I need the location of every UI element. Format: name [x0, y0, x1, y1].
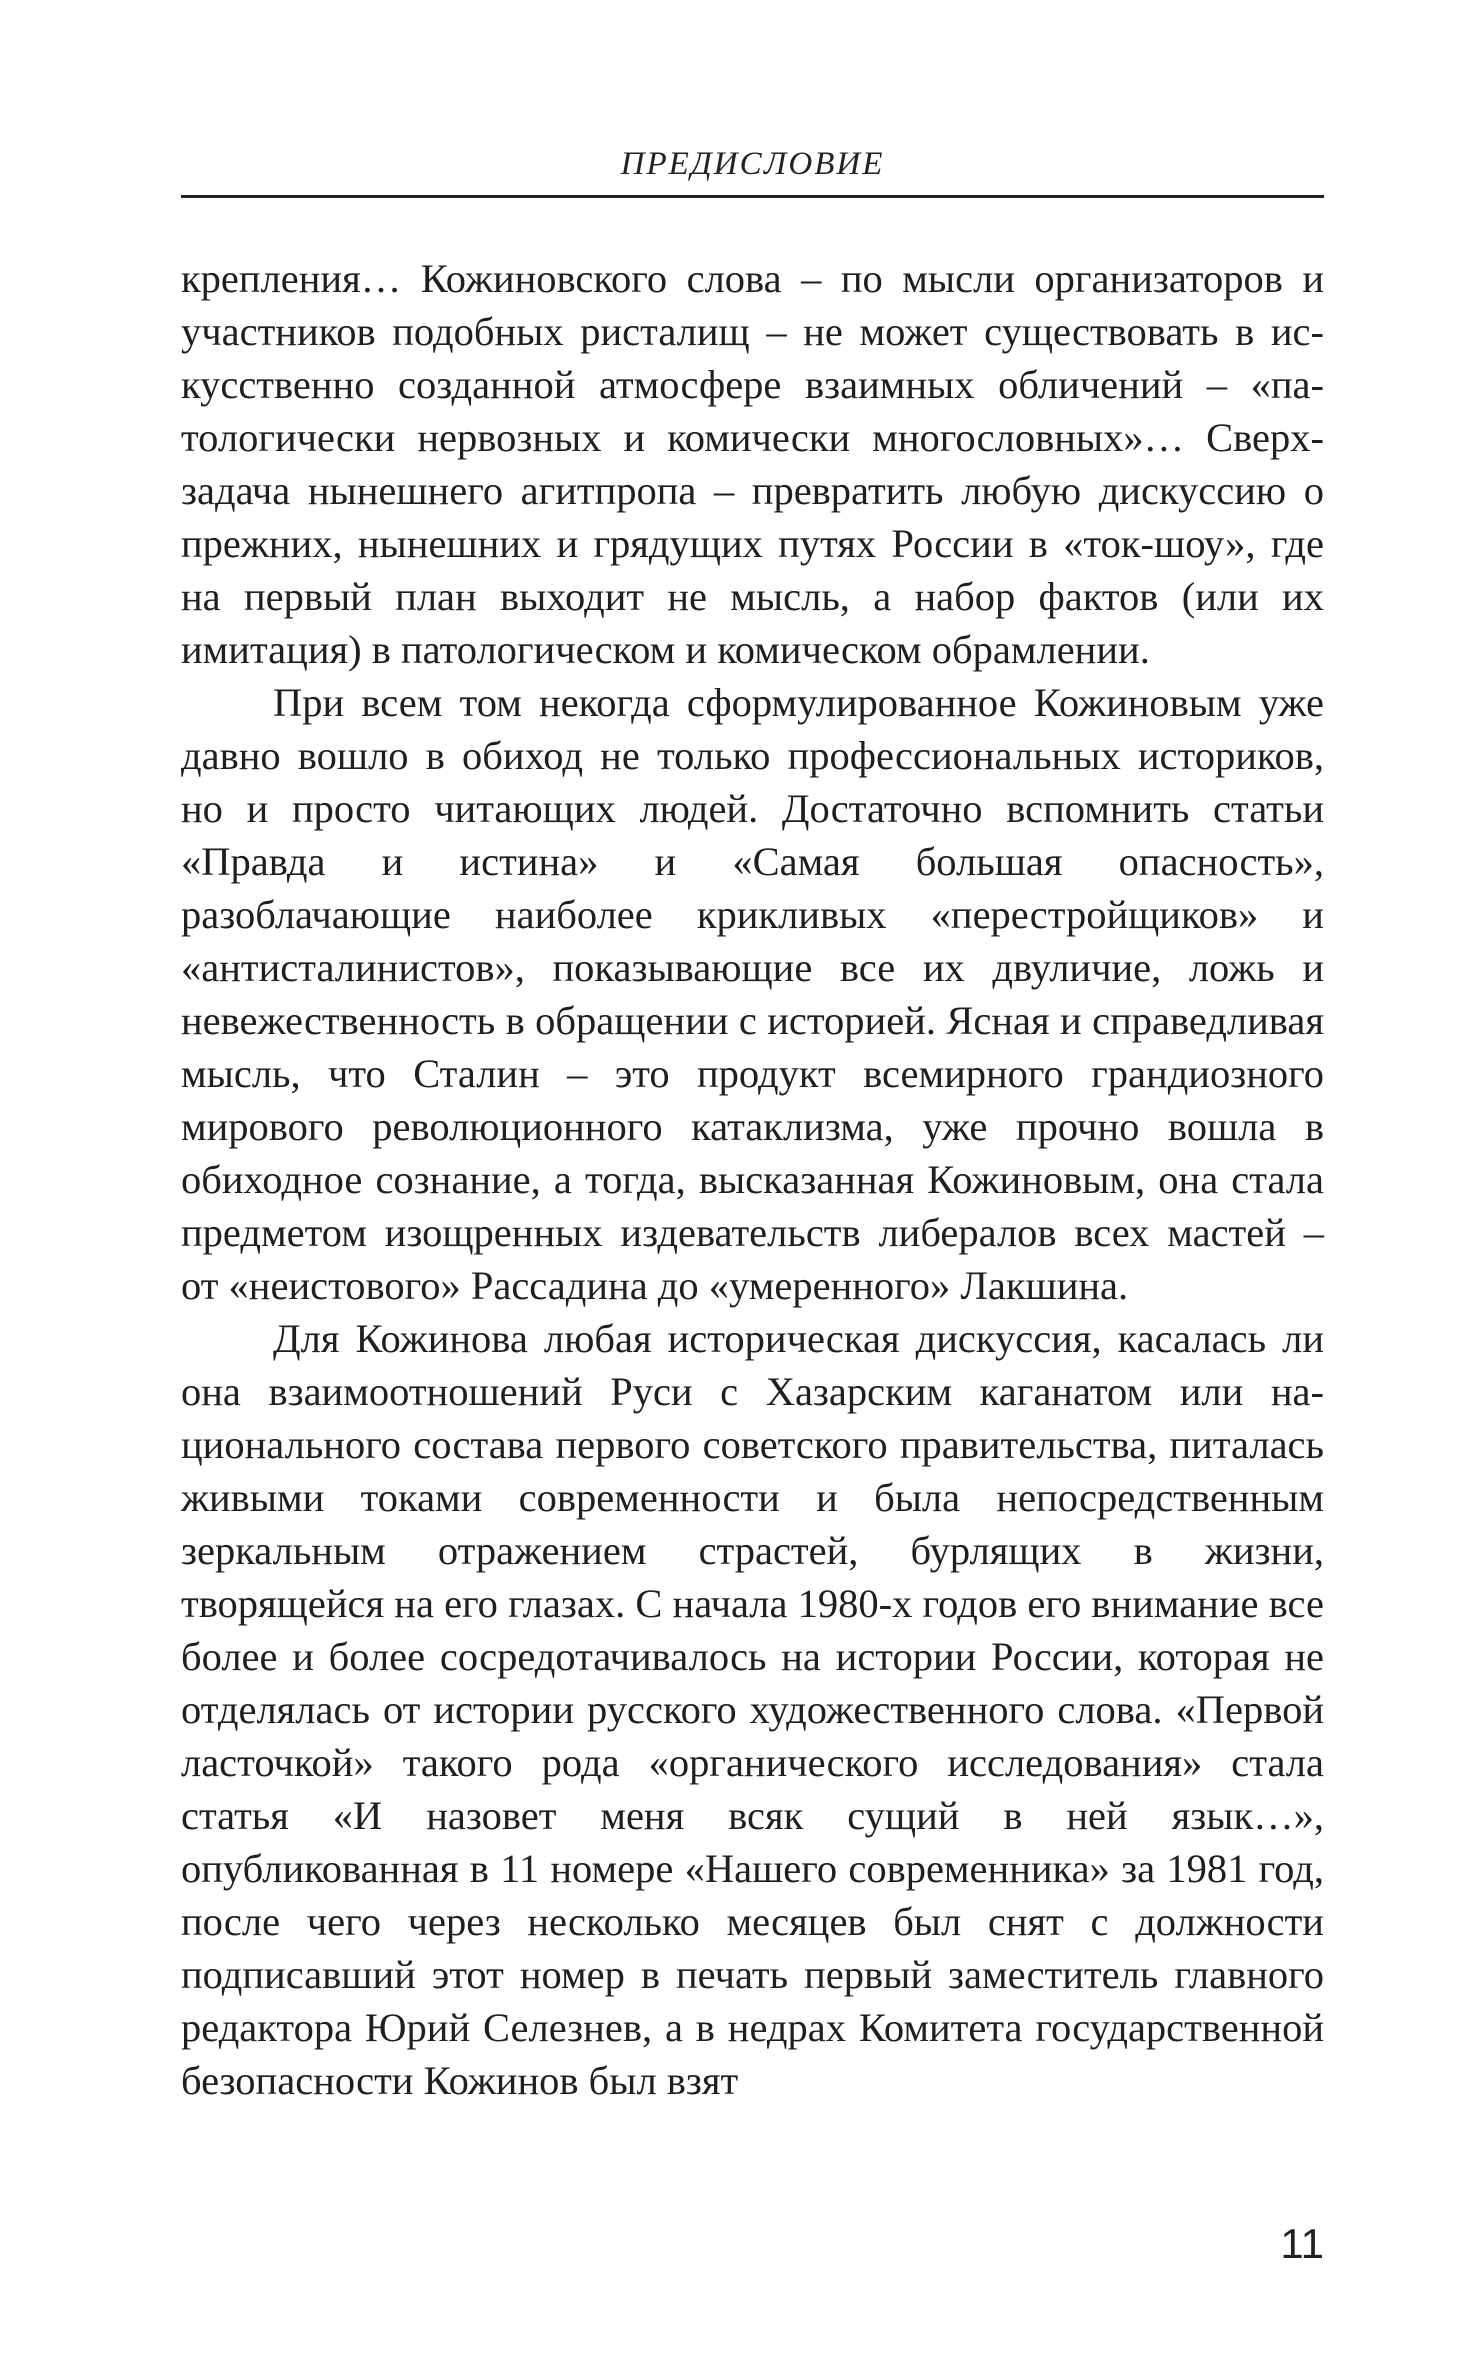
header-rule	[181, 195, 1324, 198]
paragraph-3: Для Кожинова любая историческая дискуссия, касалась ли она взаимоотношений Руси с Хазарским каганатом или национального состава первого советского правительства, питалась живыми токами современности и была непосредственным зеркальным отражением страстей, бурлящих в жизни, творящейся на его глазах. С начала 1980-х годов его внимание все более и более сосредотачивалось на истории России, которая не отделялась от истории русского художественного слова. «Первой ласточкой» такого рода «органического исследования» стала статья «И назовет меня всяк сущий в ней язык…», опубликованная в 11 номере «Нашего современника» за 1981 год, после чего через несколько месяцев был снят с должности подписавший этот номер в печать первый заместитель главного редактора Юрий Селезнев, а в недрах Комитета государственной безопасности Кожинов был взят	[181, 1316, 1324, 2103]
running-head: ПРЕДИСЛОВИЕ	[620, 146, 885, 182]
body-text	[181, 252, 1324, 2107]
page-number: 11	[1280, 2220, 1324, 2267]
paragraph-2: При всем том некогда сформулированное Кожиновым уже давно вошло в обиход не только профессиональных историков, но и просто читающих людей. Достаточно вспомнить статьи «Правда и истина» и «Самая большая опасность», разоблачающие наиболее крикливых «перестройщиков» и «антисталинистов», показывающие все их двуличие, ложь и невежественность в обращении с историей. Ясная и справедливая мысль, что Сталин – это продукт всемирного грандиозного мирового революционного катаклизма, уже прочно вошла в обиходное сознание, а тогда, высказанная Кожиновым, она стала предметом изощренных издевательств либералов всех мастей – от «неистового» Рассадина до «умеренного» Лакшина.	[181, 680, 1324, 1308]
paragraph-1: крепления… Кожиновского слова – по мысли организаторов и участников подобных ристалищ – не может существовать в искусственно созданной атмосфере взаимных обличений – «патологически нервозных и комически многословных»… Сверхзадача нынешнего агитпропа – превратить любую дискуссию о прежних, нынешних и грядущих путях России в «ток-шоу», где на первый план выходит не мысль, а набор фактов (или их имитация) в патологическом и комическом обрамлении.	[181, 256, 1324, 672]
